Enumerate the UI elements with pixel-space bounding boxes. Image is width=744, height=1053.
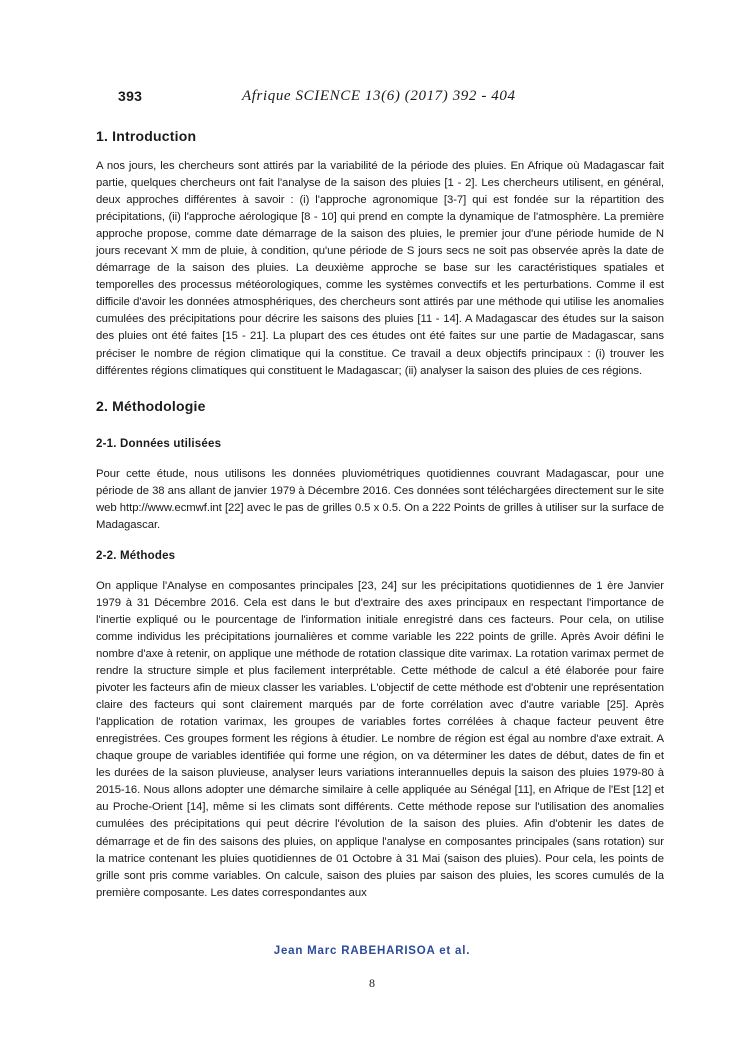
methodologie-heading: 2. Méthodologie: [96, 397, 206, 414]
journal-citation: Afrique SCIENCE 13(6) (2017) 392 - 404: [242, 88, 516, 104]
donnees-paragraph: Pour cette étude, nous utilisons les données pluviométriques quotidiennes couvrant Madagascar, pour une période de 38 ans allant de janvier 1979 à Décembre 2016. Ces données sont téléchargées directement sur le site web http://www.ecmwf.int [22] avec le pas de grilles 0.5 x 0.5. On a 222 Points de grilles à utiliser sur la surface de Madagascar.: [96, 467, 664, 531]
introduction-heading: 1. Introduction: [96, 128, 197, 144]
methodes-paragraph: On applique l'Analyse en composantes principales [23, 24] sur les précipitations quotidiennes de 1 ère Janvier 1979 à 31 Décembre 2016. Cela est dans le but d'extraire des axes principaux en respectant l'importance de l'inertie expliqué ou le pourcentage de l'information initiale enregistré dans ces facteurs. Pour cela, on utilise comme individus les précipitations journalières et comme variable les 222 points de grille. Après Avoir défini le nombre d'axe à retenir, on applique une méthode de rotation classique dite varimax. La rotation varimax permet de rendre la structure simple et plus facilement interprétable. Cette méthode de calcul a été élaborée pour faire pivoter les facteurs afin de mieux classer les variables. L'objectif de cette méthode est d'obtenir une représentation claire des facteurs qui sont clairement marqués par de forte corrélation avec d'autre variable [25]. Après l'application de rotation varimax, les groupes de variables fortes corrélées à chaque facteur peuvent être enregistrées. Ces groupes forment les régions à étudier. Le nombre de région est égal au nombre d'axe extrait. A chaque groupe de variables identifiée qui forme une région, on va déterminer les dates de début, dates de fin et les durées de la saison pluvieuse, analyser leurs variations interannuelles depuis la saison des pluies 1979-80 à 2015-16. Nous allons adopter une démarche similaire à celle appliquée au Sénégal [11], en Afrique de l'Est [12] et au Proche-Orient [14], même si les climats sont différents. Cette méthode repose sur l'utilisation des anomalies cumulées des précipitations qui peut décrire l'évolution de la saison des pluies. Afin d'obtenir les dates de démarrage et de fin des saisons des pluies, on applique l'analyse en composantes principales (sans rotation) sur la matrice contenant les pluies quotidiennes de 01 Octobre à 31 Mai (saison des pluies). Pour cela, les points de grille sont pris comme variables. On calcule, saison des pluies par saison des pluies, les scores cumulés de la première composante. Les dates correspondantes aux: [96, 579, 664, 899]
methodes-heading: 2-2. Méthodes: [96, 549, 176, 562]
article-body: [96, 128, 664, 902]
running-header: [118, 88, 638, 108]
donnees-heading: 2-1. Données utilisées: [96, 437, 222, 450]
header-page-number: 393: [118, 88, 143, 104]
introduction-paragraph: A nos jours, les chercheurs sont attirés par la variabilité de la période des pluies. En Afrique où Madagascar fait partie, quelques chercheurs ont fait l'analyse de la saison des pluies [1 - 2]. Les chercheurs utilisent, en général, deux approches différentes à savoir : (i) l'approche agronomique [3-7] qui est fondée sur la répartition des précipitations, (ii) l'approche aérologique [8 - 10] qui prend en compte la dynamique de l'atmosphère. La première approche propose, comme date démarrage de la saison des pluies, le premier jour d'une période humide de N jours recevant X mm de pluie, à condition, qu'une période de S jours secs ne soit pas observée après la date de démarrage de la saison des pluies. La deuxième approche se base sur les caractéristiques spatiales et temporelles des processus météorologiques, comme les systèmes convectifs et les perturbations. Comme il est difficile d'avoir les données atmosphériques, des chercheurs sont attirés par une méthode qui utilise les anomalies cumulées des précipitations pour décrire les saisons des pluies [11 - 14]. A Madagascar des études sur la saison des pluies ont été faites [15 - 21]. La plupart des ces études ont été faites sur une partie de Madagascar, sans préciser le nombre de région climatique qui la constitue. Ce travail a deux objectifs principaux : (i) trouver les différentes régions climatiques qui constituent le Madagascar; (ii) analyser la saison des pluies de ces régions.: [96, 160, 664, 377]
footer-page-number: 8: [369, 976, 375, 990]
footer-authors: Jean Marc RABEHARISOA et al.: [273, 945, 471, 957]
